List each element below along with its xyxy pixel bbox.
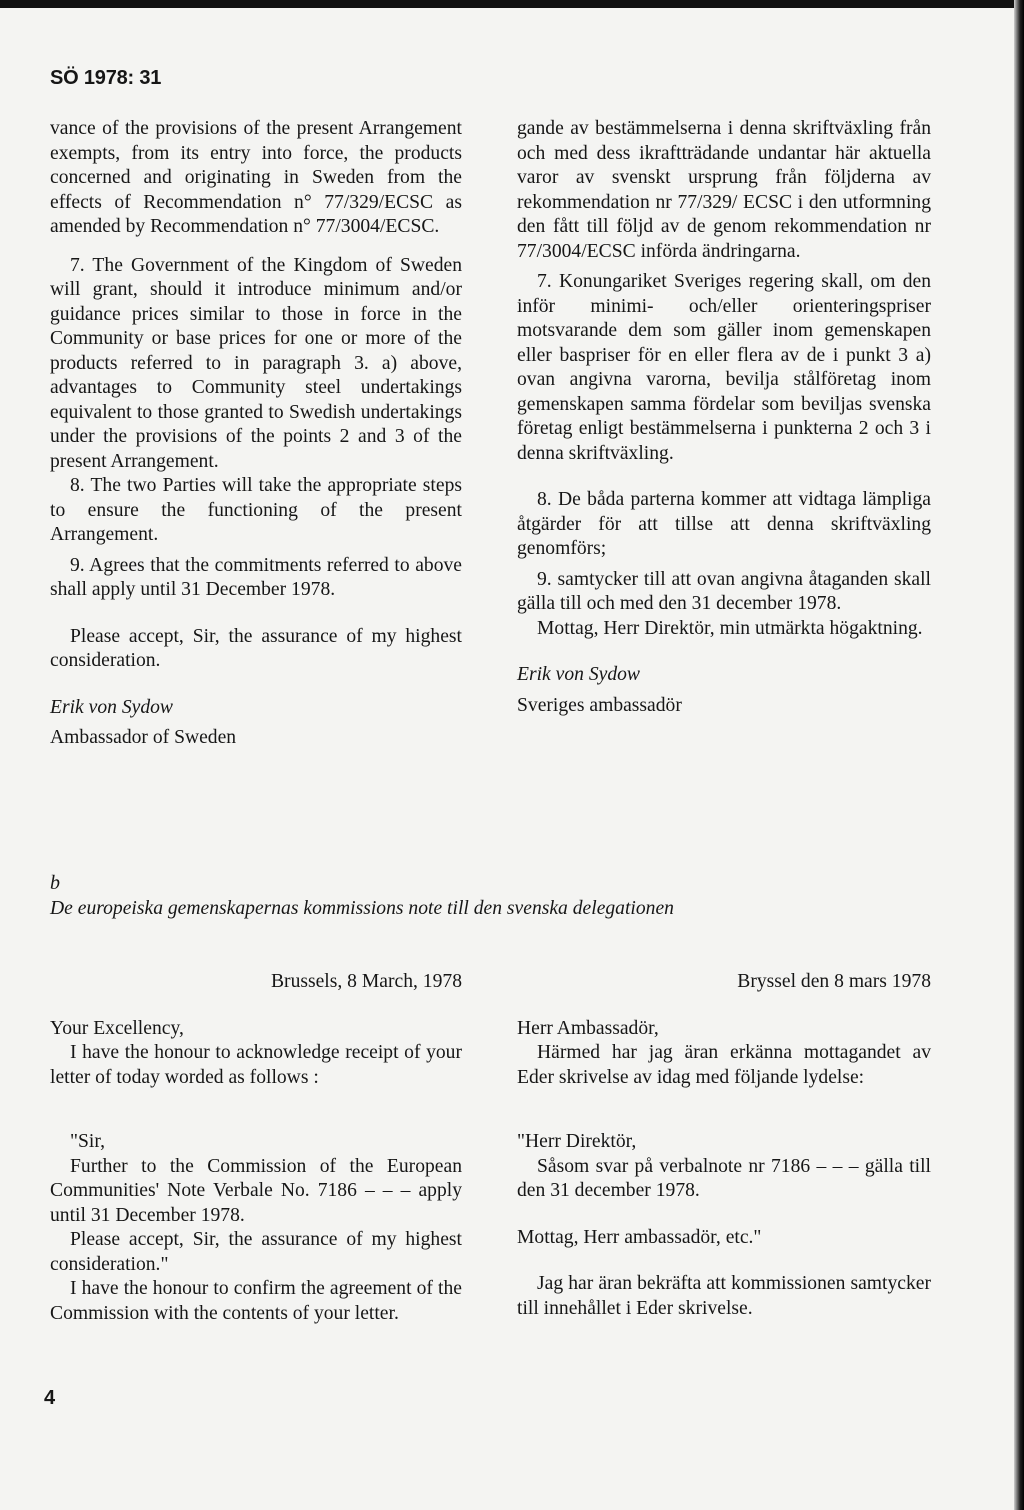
en-paragraph-continuation: vance of the provisions of the present Arrangement exempts, from its entry into force, the products concerned and originating in Sweden from the effects of Recommendation n° 77/329/ECSC as amended by Recommendation n° 77/3004/ECSC.	[50, 118, 462, 237]
en-quote-closing: Please accept, Sir, the assurance of my highest consideration."	[50, 1229, 462, 1275]
en-paragraph-8: 8. The two Parties will take the appropriate steps to ensure the functioning of the present Arrangement.	[50, 475, 462, 545]
en-closing: Please accept, Sir, the assurance of my highest consideration.	[50, 625, 462, 671]
page-number: 4	[44, 1387, 56, 1409]
section-letter: b	[50, 872, 60, 894]
sv-quote-body: Såsom svar på verbalnote nr 7186 – – – gälla till den 31 december 1978.	[517, 1155, 931, 1201]
sv-date-line: Bryssel den 8 mars 1978	[737, 971, 931, 992]
en-quote-salutation: "Sir,	[70, 1131, 105, 1152]
document-reference: SÖ 1978: 31	[50, 67, 162, 89]
en-signature-name: Erik von Sydow	[50, 696, 173, 718]
english-column-top	[50, 117, 462, 751]
sv-quote-closing: Mottag, Herr ambassadör, etc."	[517, 1226, 762, 1248]
en-date-line: Brussels, 8 March, 1978	[270, 971, 462, 992]
section-title: De europeiska gemenskapernas kommissions note till den svenska delegationen	[50, 898, 674, 919]
sv-salutation: Herr Ambassadör,	[517, 1017, 659, 1039]
en-confirmation: I have the honour to confirm the agreement of the Commission with the contents of your letter.	[50, 1278, 462, 1324]
en-paragraph-9: 9. Agrees that the commitments referred to above shall apply until 31 December 1978.	[50, 554, 462, 600]
sv-confirmation: Jag har äran bekräfta att kommissionen samtycker till innehållet i Eder skrivelse.	[517, 1273, 931, 1319]
sv-acknowledgement: Härmed har jag äran erkänna mottagandet av Eder skrivelse av idag med följande lydelse:	[517, 1042, 931, 1088]
sv-quote-salutation: "Herr Direktör,	[517, 1131, 637, 1152]
sv-paragraph-9: 9. samtycker till att ovan angivna åtaganden skall gälla till och med den 31 december 1978.	[517, 568, 931, 614]
top-border-rule	[0, 0, 1024, 8]
english-column-bottom	[50, 970, 462, 1326]
sv-signature-title: Sveriges ambassadör	[517, 694, 682, 716]
sv-paragraph-7: 7. Konungariket Sveriges regering skall, om den inför minimi- och/eller orienteringspriser motsvarande dem som gäller inom gemenskapen eller baspriser för en eller flera av de i punkt 3 a) ovan angivna varorna, bevilja stålföretag inom gemenskapen samma fördelar som beviljas svenska företag enligt bestämmelserna i punkterna 2 och 3 i denna skriftväxling.	[517, 271, 931, 464]
sv-paragraph-8: 8. De båda parterna kommer att vidtaga lämpliga åtgärder för att tillse att denna skriftväxling genomförs;	[517, 489, 931, 559]
en-acknowledgement: I have the honour to acknowledge receipt of your letter of today worded as follows :	[50, 1042, 462, 1088]
sv-paragraph-continuation: gande av bestämmelserna i denna skriftväxling från och med dess ikraftträdande undantar här aktuella varor av svenskt ursprung från följderna av rekommendation nr 77/329/ ECSC i den utformning den fått till följd av de genom rekommendation nr 77/3004/ECSC införda ändringarna.	[517, 118, 931, 262]
en-signature-title: Ambassador of Sweden	[50, 727, 237, 748]
en-salutation: Your Excellency,	[50, 1017, 184, 1039]
right-border-rule	[1014, 0, 1024, 1510]
swedish-column-top	[517, 117, 931, 718]
sv-signature-name: Erik von Sydow	[517, 664, 640, 685]
swedish-column-bottom	[517, 970, 931, 1321]
en-quote-body: Further to the Commission of the European Communities' Note Verbale No. 7186 – – – apply until 31 December 1978.	[50, 1155, 462, 1226]
en-paragraph-7: 7. The Government of the Kingdom of Sweden will grant, should it introduce minimum and/or guidance prices similar to those in force in the Community or base prices for one or more of the products referred to in paragraph 3. a) above, advantages to Community steel undertakings equivalent to those granted to Swedish undertakings under the provisions of the points 2 and 3 of the present Arrangement.	[50, 254, 462, 472]
sv-closing: Mottag, Herr Direktör, min utmärkta högaktning.	[537, 617, 923, 639]
